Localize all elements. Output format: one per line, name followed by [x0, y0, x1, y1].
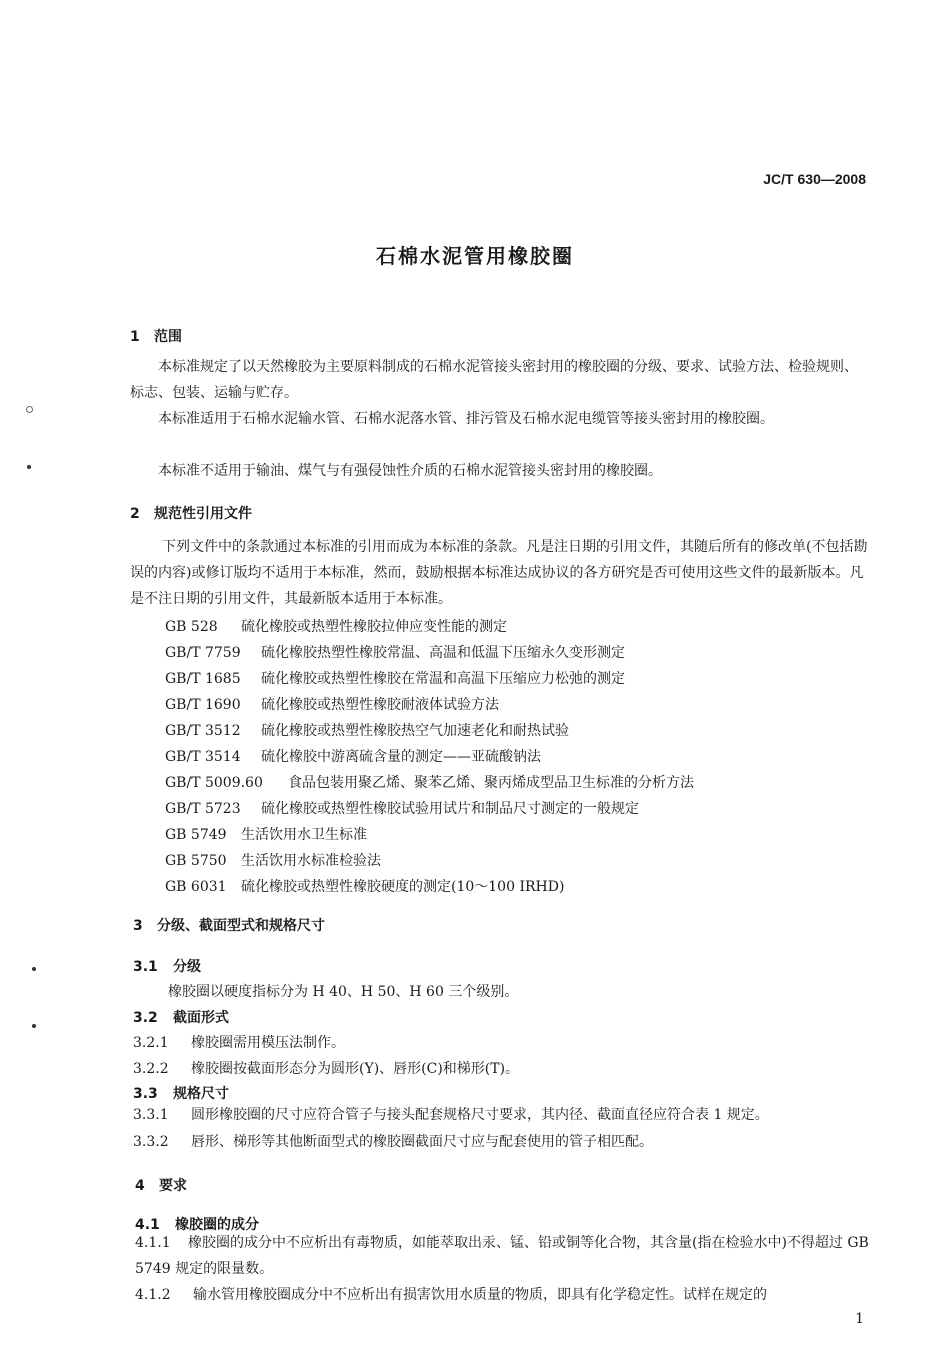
- reference-item: [165, 746, 541, 766]
- clause-text: 圆形橡胶圈的尺寸应符合管子与接头配套规格尺寸要求，其内径、截面直径应符合表 1 规定。: [191, 1107, 769, 1123]
- clause-number: 3.3.2: [133, 1134, 169, 1150]
- clause-number: 3.2.1: [133, 1035, 169, 1051]
- section-number: 1: [130, 329, 140, 345]
- reference-item: [165, 876, 564, 896]
- subsection-title: 规格尺寸: [173, 1086, 229, 1102]
- reference-title: 硫化橡胶热塑性橡胶常温、高温和低温下压缩永久变形测定: [261, 645, 625, 661]
- reference-code: GB 528: [165, 619, 218, 635]
- section-heading: [130, 326, 182, 346]
- subsection-number: 3.1: [133, 959, 158, 975]
- reference-item: [165, 616, 507, 636]
- reference-code: GB/T 3512: [165, 723, 241, 739]
- reference-title: 生活饮用水卫生标准: [241, 827, 367, 843]
- reference-title: 硫化橡胶或热塑性橡胶试验用试片和制品尺寸测定的一般规定: [261, 801, 639, 817]
- section-number: 4: [135, 1178, 145, 1194]
- clause: [135, 1230, 870, 1282]
- clause: [133, 1058, 519, 1078]
- clause-number: 4.1.1: [135, 1235, 171, 1251]
- reference-title: 硫化橡胶或热塑性橡胶在常温和高温下压缩应力松弛的测定: [261, 671, 625, 687]
- reference-item: [165, 798, 639, 818]
- reference-title: 生活饮用水标准检验法: [241, 853, 381, 869]
- reference-code: GB 5749: [165, 827, 227, 843]
- subsection-number: 3.3: [133, 1086, 158, 1102]
- paragraph: 本标准不适用于输油、煤气与有强侵蚀性介质的石棉水泥管接头密封用的橡胶圈。: [158, 463, 662, 479]
- scan-artifact: [26, 406, 33, 413]
- reference-item: [165, 824, 367, 844]
- subsection-title: 橡胶圈的成分: [175, 1217, 259, 1233]
- paragraph: 下列文件中的条款通过本标准的引用而成为本标准的条款。凡是注日期的引用文件，其随后所有的修改单(不包括勘误的内容)或修订版均不适用于本标准，然而，鼓励根据本标准达成协议的各方研究是否可使用这些文件的最新版本。凡是不注日期的引用文件，其最新版本适用于本标准。: [130, 539, 868, 607]
- paragraph: 本标准适用于石棉水泥输水管、石棉水泥落水管、排污管及石棉水泥电缆管等接头密封用的橡胶圈。: [158, 411, 774, 427]
- reference-item: [165, 668, 625, 688]
- clause-number: 3.3.1: [133, 1107, 169, 1123]
- reference-code: GB 5750: [165, 853, 227, 869]
- reference-code: GB/T 3514: [165, 749, 241, 765]
- clause: [133, 1032, 345, 1052]
- section-title: 要求: [159, 1178, 187, 1194]
- section-title: 规范性引用文件: [154, 506, 252, 522]
- subsection-number: 3.2: [133, 1010, 158, 1026]
- subsection-heading: [133, 1083, 229, 1103]
- clause-text: 橡胶圈需用模压法制作。: [191, 1035, 345, 1051]
- standard-number: JC/T 630—2008: [763, 171, 866, 187]
- clause-text: 输水管用橡胶圈成分中不应析出有损害饮用水质量的物质，即具有化学稳定性。试样在规定的: [193, 1287, 767, 1303]
- page-number: 1: [855, 1311, 864, 1327]
- clause-number: 4.1.2: [135, 1287, 171, 1303]
- reference-code: GB 6031: [165, 879, 227, 895]
- subsection-heading: [133, 956, 201, 976]
- section-title: 分级、截面型式和规格尺寸: [157, 918, 325, 934]
- reference-title: 硫化橡胶或热塑性橡胶拉伸应变性能的测定: [241, 619, 507, 635]
- clause: [133, 1131, 653, 1151]
- paragraph: 本标准规定了以天然橡胶为主要原料制成的石棉水泥管接头密封用的橡胶圈的分级、要求、试验方法、检验规则、标志、包装、运输与贮存。: [130, 359, 858, 401]
- reference-code: GB/T 1690: [165, 697, 241, 713]
- paragraph: 橡胶圈以硬度指标分为 H 40、H 50、H 60 三个级别。: [168, 984, 519, 1000]
- clause-text: 唇形、梯形等其他断面型式的橡胶圈截面尺寸应与配套使用的管子相匹配。: [191, 1134, 653, 1150]
- scan-artifact: [32, 1024, 36, 1028]
- reference-item: [165, 720, 569, 740]
- section-number: 2: [130, 506, 140, 522]
- section-heading: [135, 1175, 187, 1195]
- reference-code: GB/T 7759: [165, 645, 241, 661]
- reference-item: [165, 642, 625, 662]
- reference-code: GB/T 5009.60: [165, 775, 263, 791]
- section-number: 3: [133, 918, 143, 934]
- reference-title: 食品包装用聚乙烯、聚苯乙烯、聚丙烯成型品卫生标准的分析方法: [288, 775, 694, 791]
- reference-title: 硫化橡胶或热塑性橡胶耐液体试验方法: [261, 697, 499, 713]
- clause-number: 3.2.2: [133, 1061, 169, 1077]
- clause: [135, 1284, 767, 1304]
- clause-text: 橡胶圈按截面形态分为圆形(Y)、唇形(C)和梯形(T)。: [191, 1061, 520, 1077]
- clause: [133, 1104, 769, 1124]
- subsection-title: 分级: [173, 959, 201, 975]
- reference-title: 硫化橡胶或热塑性橡胶热空气加速老化和耐热试验: [261, 723, 569, 739]
- section-heading: [133, 915, 325, 935]
- subsection-heading: [133, 1007, 229, 1027]
- reference-code: GB/T 1685: [165, 671, 241, 687]
- reference-code: GB/T 5723: [165, 801, 241, 817]
- scan-artifact: [27, 465, 31, 469]
- clause-text: 橡胶圈的成分中不应析出有毒物质，如能萃取出汞、锰、铅或铜等化合物，其含量(指在检验水中)不得超过 GB 5749 规定的限量数。: [135, 1235, 869, 1277]
- reference-title: 硫化橡胶中游离硫含量的测定——亚硫酸钠法: [261, 749, 541, 765]
- document-title: 石棉水泥管用橡胶圈: [376, 244, 574, 268]
- reference-item: [165, 772, 694, 792]
- reference-item: [165, 850, 381, 870]
- section-heading: [130, 503, 252, 523]
- scan-artifact: [32, 967, 36, 971]
- subsection-title: 截面形式: [173, 1010, 229, 1026]
- section-title: 范围: [154, 329, 182, 345]
- reference-item: [165, 694, 499, 714]
- reference-title: 硫化橡胶或热塑性橡胶硬度的测定(10～100 IRHD): [241, 879, 565, 895]
- subsection-number: 4.1: [135, 1217, 160, 1233]
